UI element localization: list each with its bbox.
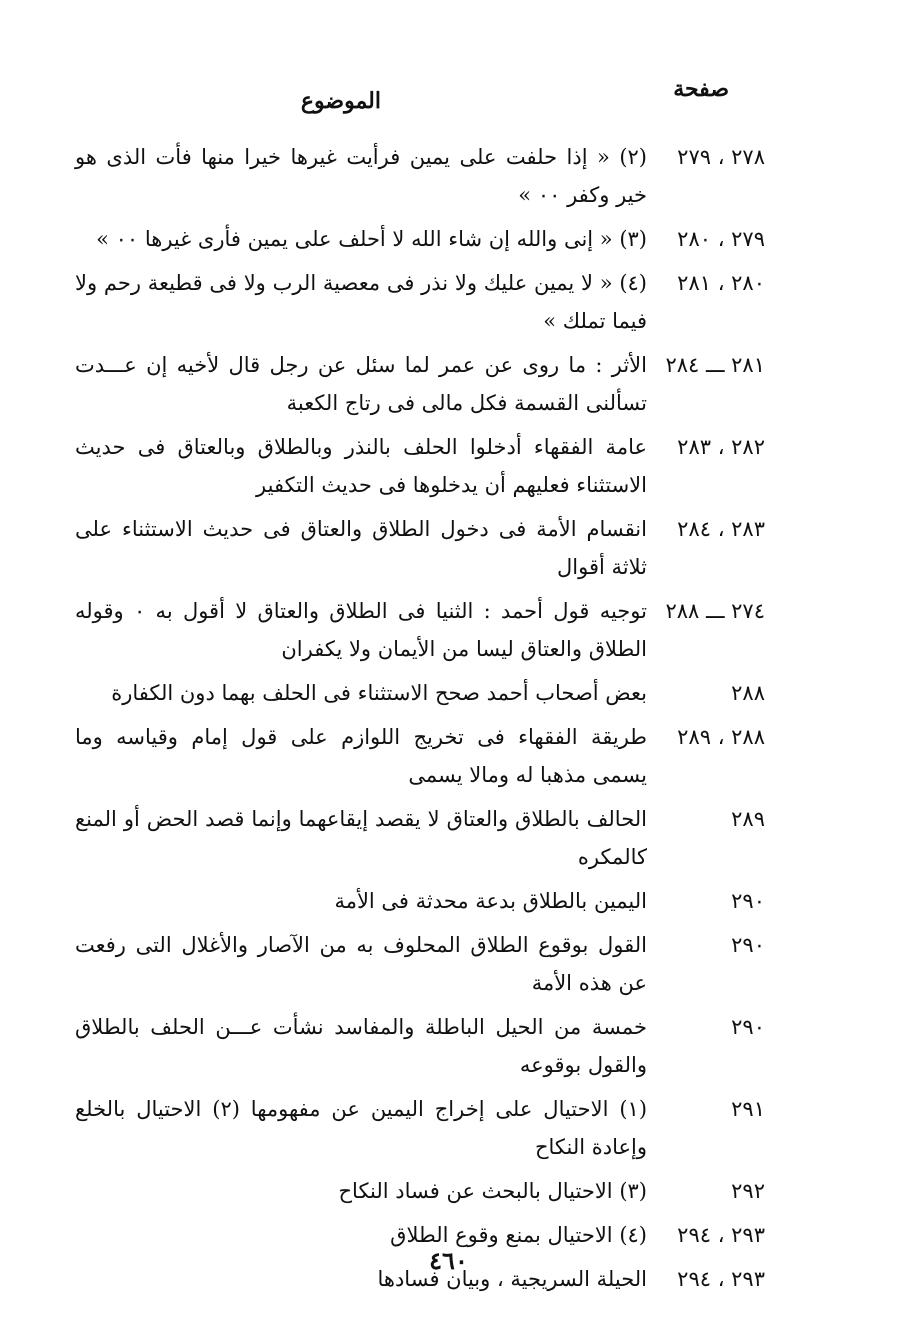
entry-topic: طريقة الفقهاء فى تخريج اللوازم على قول إمام وقياسه وما يسمى مذهبا له ومالا يسمى (75, 725, 647, 787)
entry-topic: القول بوقوع الطلاق المحلوف به من الآصار والأغلال التى رفعت عن هذه الأمة (75, 933, 647, 995)
entry-topic: (٣) الاحتيال بالبحث عن فساد النكاح (338, 1179, 647, 1203)
table-of-contents (75, 138, 765, 1304)
entry-pages: ٢٨٩ (731, 807, 765, 831)
toc-entry (75, 718, 765, 794)
entry-topic: (٤) الاحتيال بمنع وقوع الطلاق (390, 1223, 647, 1247)
entry-pages: ٢٨٠ ، ٢٨١ (677, 271, 765, 295)
entry-pages: ٢٨٢ ، ٢٨٣ (677, 435, 765, 459)
toc-entry (75, 1090, 765, 1166)
entry-pages: ٢٩٠ (731, 889, 765, 913)
toc-entry (75, 1008, 765, 1084)
entry-topic: عامة الفقهاء أدخلوا الحلف بالنذر وبالطلاق وبالعتاق فى حديث الاستثناء فعليهم أن يدخلوها فى حديث التكفير (75, 435, 647, 497)
toc-entry (75, 428, 765, 504)
entry-topic: الحالف بالطلاق والعتاق لا يقصد إيقاعهما وإنما قصد الحض أو المنع كالمكره (75, 807, 647, 869)
toc-entry (75, 674, 765, 712)
entry-topic: توجيه قول أحمد : الثنيا فى الطلاق والعتاق لا أقول به ٠ وقوله الطلاق والعتاق ليسا من الأيمان ولا يكفران (75, 599, 647, 661)
entry-pages: ٢٩٣ ، ٢٩٤ (677, 1223, 765, 1247)
entry-pages: ٢٩٠ (731, 933, 765, 957)
entry-topic: الأثر : ما روى عن عمر لما سئل عن رجل قال لأخيه إن عـــدت تسألنى القسمة فكل مالى فى رتاج الكعبة (75, 353, 647, 415)
toc-entry (75, 882, 765, 920)
toc-entry (75, 926, 765, 1002)
entry-pages: ٢٧٩ ، ٢٨٠ (677, 227, 765, 251)
toc-entry (75, 800, 765, 876)
entry-topic: الحيلة السريجية ، وبيان فسادها (377, 1267, 647, 1291)
topic-column-header: الموضوع (300, 88, 381, 114)
entry-pages: ٢٩١ (731, 1097, 765, 1121)
toc-entry (75, 138, 765, 214)
toc-entry (75, 220, 765, 258)
toc-entry (75, 264, 765, 340)
entry-topic: خمسة من الحيل الباطلة والمفاسد نشأت عـــن الحلف بالطلاق والقول بوقوعه (75, 1015, 647, 1077)
entry-pages: ٢٩٣ ، ٢٩٤ (677, 1267, 765, 1291)
entry-pages: ٢٨١ ـــ ٢٨٤ (665, 353, 765, 377)
entry-topic: انقسام الأمة فى دخول الطلاق والعتاق فى حديث الاستثناء على ثلاثة أقوال (75, 517, 647, 579)
entry-pages: ٢٨٣ ، ٢٨٤ (677, 517, 765, 541)
entry-topic: اليمين بالطلاق بدعة محدثة فى الأمة (334, 889, 647, 913)
entry-pages: ٢٨٨ ، ٢٨٩ (677, 725, 765, 749)
entry-topic: (١) الاحتيال على إخراج اليمين عن مفهومها (٢) الاحتيال بالخلع وإعادة النكاح (75, 1097, 648, 1159)
toc-entry (75, 592, 765, 668)
entry-topic: (٢) « إذا حلفت على يمين فرأيت غيرها خيرا منها فأت الذى هو خير وكفر ٠٠ » (75, 145, 647, 207)
toc-entry (75, 1172, 765, 1210)
page-number: ٤٦٠ (429, 1246, 468, 1275)
toc-entry (75, 510, 765, 586)
entry-topic: بعض أصحاب أحمد صحح الاستثناء فى الحلف بهما دون الكفارة (111, 681, 647, 705)
entry-pages: ٢٧٨ ، ٢٧٩ (677, 145, 765, 169)
entry-pages: ٢٩٢ (731, 1179, 765, 1203)
toc-entry (75, 346, 765, 422)
entry-topic: (٤) « لا يمين عليك ولا نذر فى معصية الرب ولا فى قطيعة رحم ولا فيما تملك » (75, 271, 647, 333)
entry-topic: (٣) « إنى والله إن شاء الله لا أحلف على يمين فأرى غيرها ٠٠ » (96, 227, 647, 251)
entry-pages: ٢٧٤ ـــ ٢٨٨ (665, 599, 765, 623)
page-column-header: صفحة (673, 76, 729, 102)
entry-pages: ٢٩٠ (731, 1015, 765, 1039)
entry-pages: ٢٨٨ (731, 681, 765, 705)
